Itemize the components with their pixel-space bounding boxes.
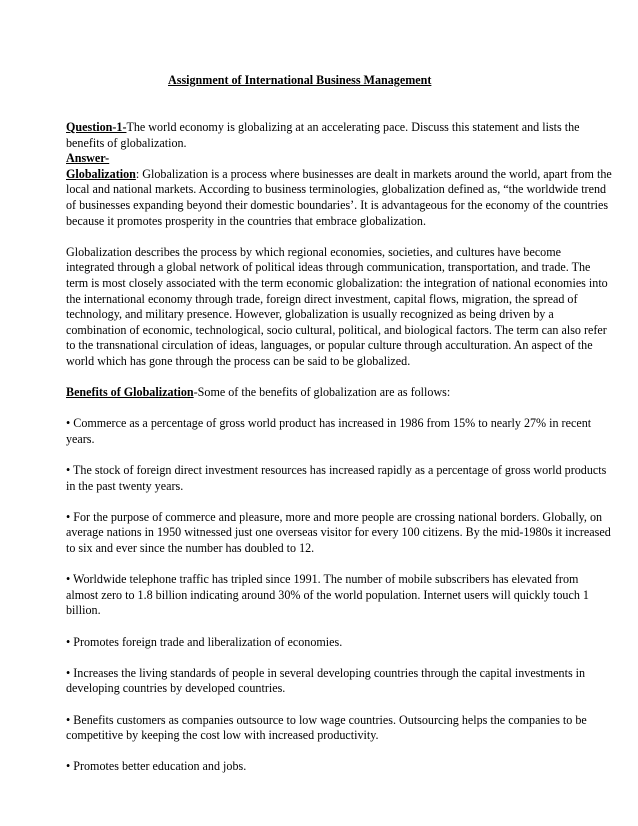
definition-text: : Globalization is a process where businesses are dealt in markets around the world, apart from the local and national markets. According to business terminologies, globalization defined as, “the worldwide trend of businesses expanding beyond their domestic boundaries’. It is advantageous for the economy of the countries because it promotes prosperity in the countries that embrace globalization. (66, 166, 612, 228)
document-body (66, 120, 612, 791)
benefit-item: • Promotes better education and jobs. (66, 759, 247, 774)
globalization-label: Globalization (66, 166, 136, 181)
benefits-intro-paragraph (66, 385, 612, 401)
question-text: The world economy is globalizing at an accelerating pace. Discuss this statement and lists the benefits of globalization. (66, 120, 580, 150)
benefits-intro-text: -Some of the benefits of globalization are as follows: (193, 385, 451, 400)
definition-paragraph (66, 167, 612, 229)
benefit-item: • Benefits customers as companies outsource to low wage countries. Outsourcing helps the companies to be competitive by keeping the cost low with increased productivity. (66, 712, 587, 743)
benefit-item: • For the purpose of commerce and pleasure, more and more people are crossing national borders. Globally, on average nations in 1950 witnessed just one overseas visitor for every 100 citizens. By the mid-1980s it increased to six and ever since the number has doubled to 12. (66, 509, 611, 556)
answer-label: Answer- (66, 151, 110, 166)
question-label: Question-1- (66, 120, 127, 134)
answer-heading (66, 151, 612, 167)
document-title: Assignment of International Business Management (168, 73, 432, 87)
benefits-label: Benefits of Globalization (66, 385, 194, 400)
benefit-item: • Worldwide telephone traffic has tripled since 1991. The number of mobile subscribers has elevated from almost zero to 1.8 billion indicating around 30% of the world population. Internet users will quickly touch 1 billion. (66, 572, 589, 618)
globalization-description-paragraph: Globalization describes the process by which regional economies, societies, and cultures have become integrated through a global network of political ideas through communication, transportation, and trade. The term is most closely associated with the term economic globalization: the integration of national economies into the international economy through trade, foreign direct investment, capital flows, migration, the spread of technology, and military presence. However, globalization is usually recognized as being driven by a combination of economic, technological, socio cultural, political, and biological factors. The term can also refer to the transnational circulation of ideas, languages, or popular culture through acculturation. An aspect of the world which has gone through the process can be said to be globalized. (66, 244, 608, 368)
benefit-item: • Commerce as a percentage of gross world product has increased in 1986 from 15% to nearly 27% in recent years. (66, 416, 592, 446)
benefit-item: • The stock of foreign direct investment resources has increased rapidly as a percentage of gross world products in the past twenty years. (66, 463, 607, 493)
benefit-item: • Promotes foreign trade and liberalization of economies. (66, 634, 343, 649)
question-paragraph (66, 120, 612, 151)
benefit-item: • Increases the living standards of people in several developing countries through the capital investments in developing countries by developed countries. (66, 665, 586, 696)
